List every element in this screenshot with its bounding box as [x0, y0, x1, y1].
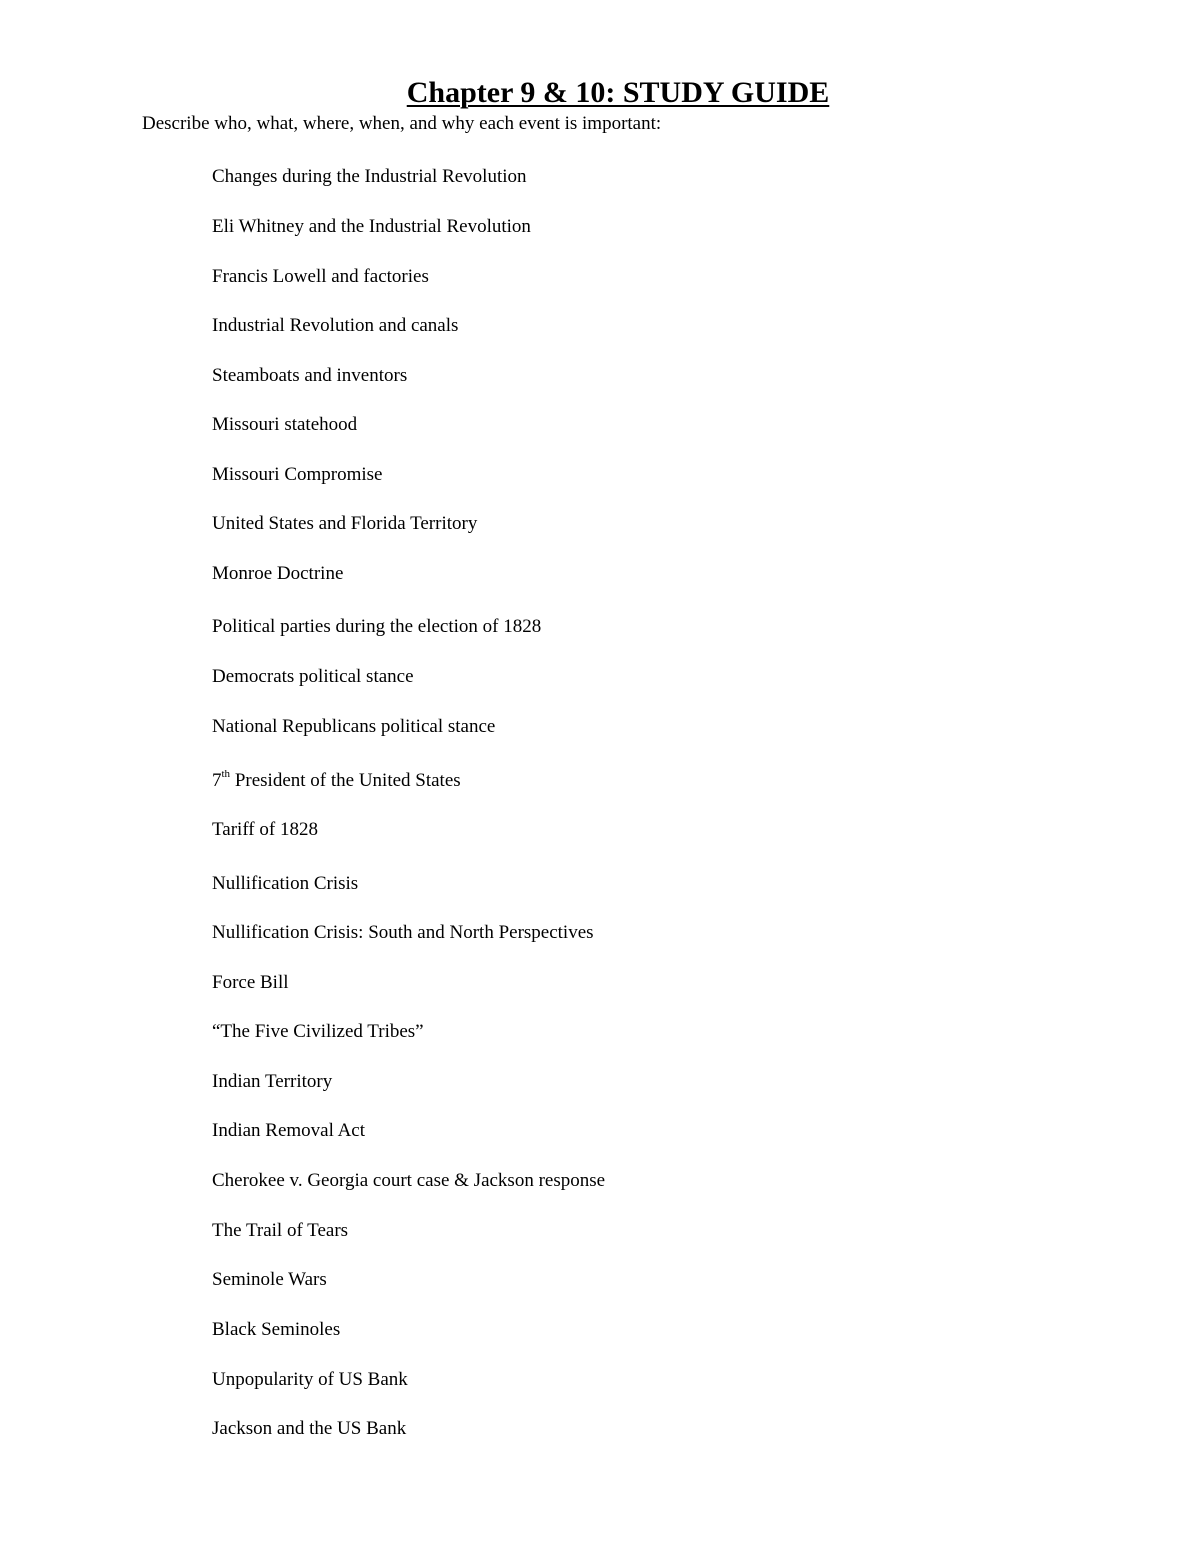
study-item: Nullification Crisis: South and North Perspectives: [212, 922, 594, 943]
study-item: Missouri Compromise: [212, 464, 383, 485]
study-item: United States and Florida Territory: [212, 513, 478, 534]
study-item: Industrial Revolution and canals: [212, 315, 459, 336]
study-item: Force Bill: [212, 972, 289, 993]
study-item: Changes during the Industrial Revolution: [212, 166, 527, 187]
instructions-text: Describe who, what, where, when, and why each event is important:: [142, 113, 662, 134]
study-item: Unpopularity of US Bank: [212, 1369, 408, 1390]
study-item: National Republicans political stance: [212, 716, 496, 737]
study-item: Francis Lowell and factories: [212, 266, 429, 287]
study-item: Democrats political stance: [212, 666, 414, 687]
ordinal-number: 7: [212, 770, 222, 791]
study-item: Tariff of 1828: [212, 819, 318, 840]
study-item-rest: President of the United States: [230, 770, 461, 791]
study-item: Indian Territory: [212, 1071, 333, 1092]
study-item: [212, 768, 461, 794]
page-title: Chapter 9 & 10: STUDY GUIDE: [406, 76, 830, 109]
study-item: Eli Whitney and the Industrial Revolution: [212, 216, 531, 237]
study-item: The Trail of Tears: [212, 1220, 349, 1241]
study-item: Black Seminoles: [212, 1319, 341, 1340]
study-item: Steamboats and inventors: [212, 365, 408, 386]
study-item: Monroe Doctrine: [212, 563, 344, 584]
study-item: Indian Removal Act: [212, 1120, 366, 1141]
study-item: Seminole Wars: [212, 1269, 327, 1290]
study-item: Jackson and the US Bank: [212, 1418, 407, 1439]
study-item: Missouri statehood: [212, 414, 358, 435]
study-item: Political parties during the election of 1828: [212, 616, 542, 637]
study-item: “The Five Civilized Tribes”: [212, 1021, 424, 1042]
study-item: Nullification Crisis: [212, 873, 359, 894]
study-item: Cherokee v. Georgia court case & Jackson response: [212, 1170, 606, 1191]
ordinal-suffix: th: [221, 767, 231, 780]
